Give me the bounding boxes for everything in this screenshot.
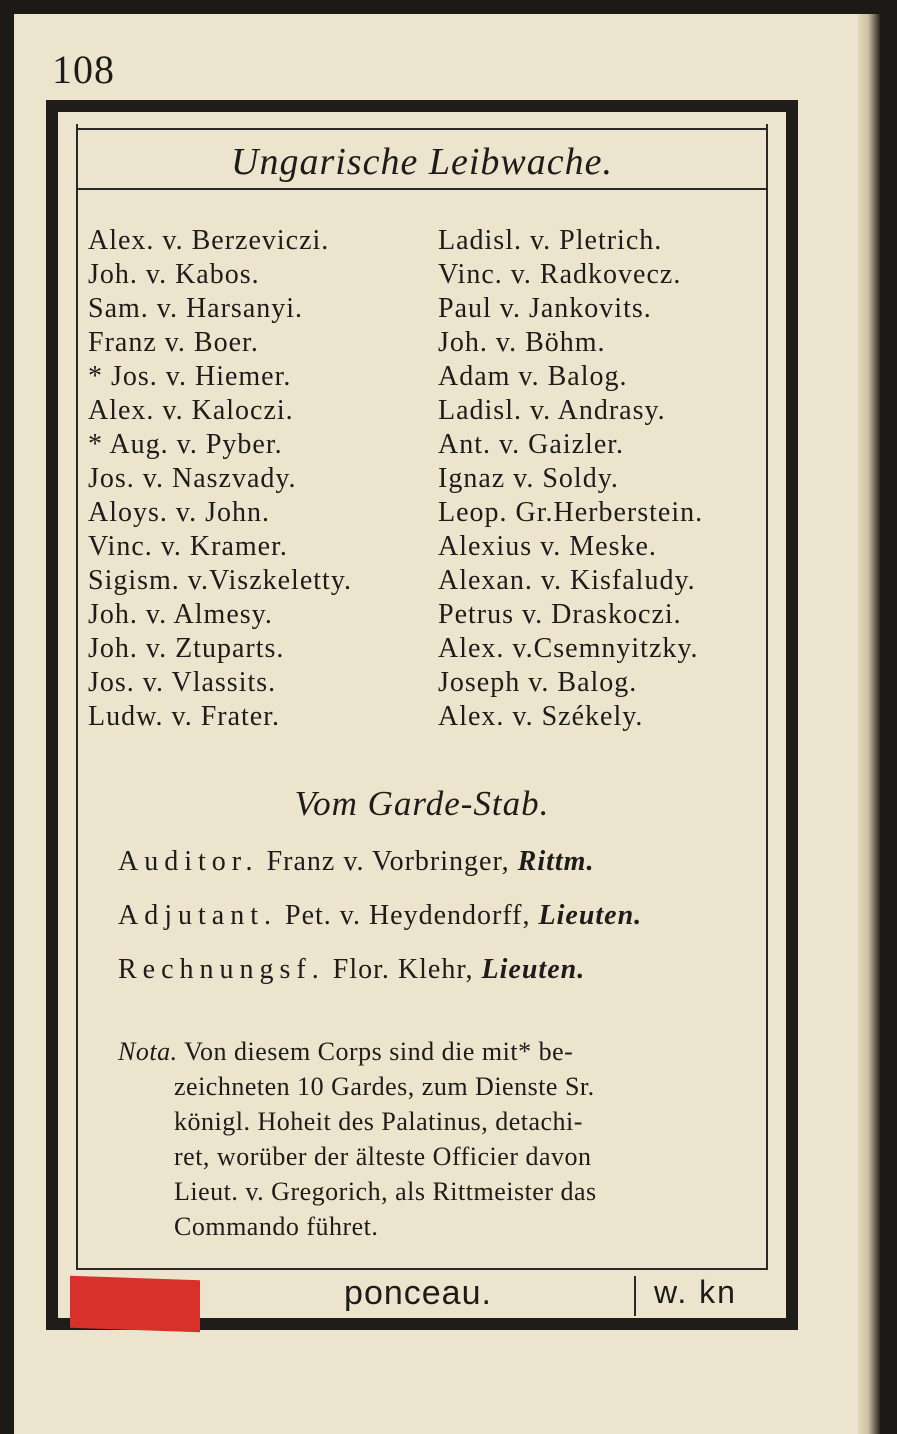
- member-entry: Joh. v. Kabos.: [88, 259, 260, 290]
- staff-rank: Rittm.: [517, 846, 595, 877]
- members-left-column: [88, 224, 428, 734]
- table-frame: [46, 100, 798, 1330]
- note-line: Lieut. v. Gregorich, als Rittmeister das: [174, 1177, 597, 1206]
- member-entry: Vinc. v. Radkovecz.: [438, 259, 682, 290]
- member-entry: Vinc. v. Kramer.: [88, 531, 288, 562]
- member-entry: Jos. v. Vlassits.: [88, 667, 277, 698]
- note-label: Nota.: [118, 1037, 178, 1066]
- member-entry: Franz v. Boer.: [88, 327, 259, 358]
- staff-row: [118, 900, 642, 932]
- member-entry: Ignaz v. Soldy.: [438, 463, 619, 494]
- staff-role: Rechnungsf.: [118, 954, 325, 985]
- member-entry: Ant. v. Gaizler.: [438, 429, 625, 460]
- member-entry: Ladisl. v. Pletrich.: [438, 225, 663, 256]
- title-rule: [78, 188, 766, 190]
- member-entry: Joh. v. Ztuparts.: [88, 633, 285, 664]
- staff-row: [118, 954, 585, 986]
- member-entry: * Aug. v. Pyber.: [88, 429, 283, 460]
- member-entry: Adam v. Balog.: [438, 361, 628, 392]
- note-line: Commando führet.: [174, 1212, 379, 1241]
- color-name: ponceau.: [344, 1274, 492, 1312]
- footer-divider: [634, 1276, 636, 1316]
- staff-row: [118, 846, 594, 878]
- member-entry: Alex. v. Kaloczi.: [88, 395, 294, 426]
- staff-name: Franz v. Vorbringer,: [266, 846, 510, 877]
- staff-title: Vom Garde-Stab.: [294, 784, 550, 823]
- note-line: zeichneten 10 Gardes, zum Dienste Sr.: [174, 1072, 595, 1101]
- member-entry: Ladisl. v. Andrasy.: [438, 395, 666, 426]
- member-entry: Petrus v. Draskoczi.: [438, 599, 682, 630]
- member-entry: Leop. Gr.Herberstein.: [438, 497, 704, 528]
- footer-rule: [76, 1268, 768, 1270]
- member-entry: Sam. v. Harsanyi.: [88, 293, 304, 324]
- color-footer: [58, 1268, 786, 1318]
- members-right-column: [438, 224, 768, 734]
- note-line: königl. Hoheit des Palatinus, detachi-: [174, 1107, 583, 1136]
- member-entry: Joh. v. Böhm.: [438, 327, 606, 358]
- page-number: 108: [52, 47, 115, 92]
- note-text: Von diesem Corps sind die mit* be-: [184, 1037, 574, 1066]
- member-entry: Sigism. v.Viszkeletty.: [88, 565, 353, 596]
- table-inner: [76, 124, 768, 1268]
- footer-code: w. kn: [654, 1274, 737, 1310]
- member-entry: * Jos. v. Hiemer.: [88, 361, 292, 392]
- note-line: ret, worüber der älteste Officier davon: [174, 1142, 592, 1171]
- member-entry: Alexan. v. Kisfaludy.: [438, 565, 696, 596]
- member-entry: Alex. v.Csemnyitzky.: [438, 633, 699, 664]
- member-entry: Joh. v. Almesy.: [88, 599, 273, 630]
- member-entry: Alex. v. Székely.: [438, 701, 644, 732]
- member-entry: Alex. v. Berzeviczi.: [88, 225, 330, 256]
- member-entry: Jos. v. Naszvady.: [88, 463, 297, 494]
- staff-role: Adjutant.: [118, 900, 277, 931]
- page-gutter: [858, 14, 880, 1434]
- member-entry: Paul v. Jankovits.: [438, 293, 652, 324]
- top-rule: [78, 128, 766, 130]
- section-title: Ungarische Leibwache.: [231, 141, 613, 183]
- staff-rank: Lieuten.: [481, 954, 586, 985]
- footnote: [118, 1034, 754, 1244]
- member-entry: Joseph v. Balog.: [438, 667, 638, 698]
- color-swatch: [70, 1276, 200, 1333]
- member-entry: Aloys. v. John.: [88, 497, 270, 528]
- staff-name: Pet. v. Heydendorff,: [285, 900, 531, 931]
- note-line: [118, 1034, 754, 1069]
- staff-role: Auditor.: [118, 846, 259, 877]
- staff-name: Flor. Klehr,: [332, 954, 474, 985]
- member-entry: Alexius v. Meske.: [438, 531, 657, 562]
- member-entry: Ludw. v. Frater.: [88, 701, 280, 732]
- staff-rank: Lieuten.: [538, 900, 643, 931]
